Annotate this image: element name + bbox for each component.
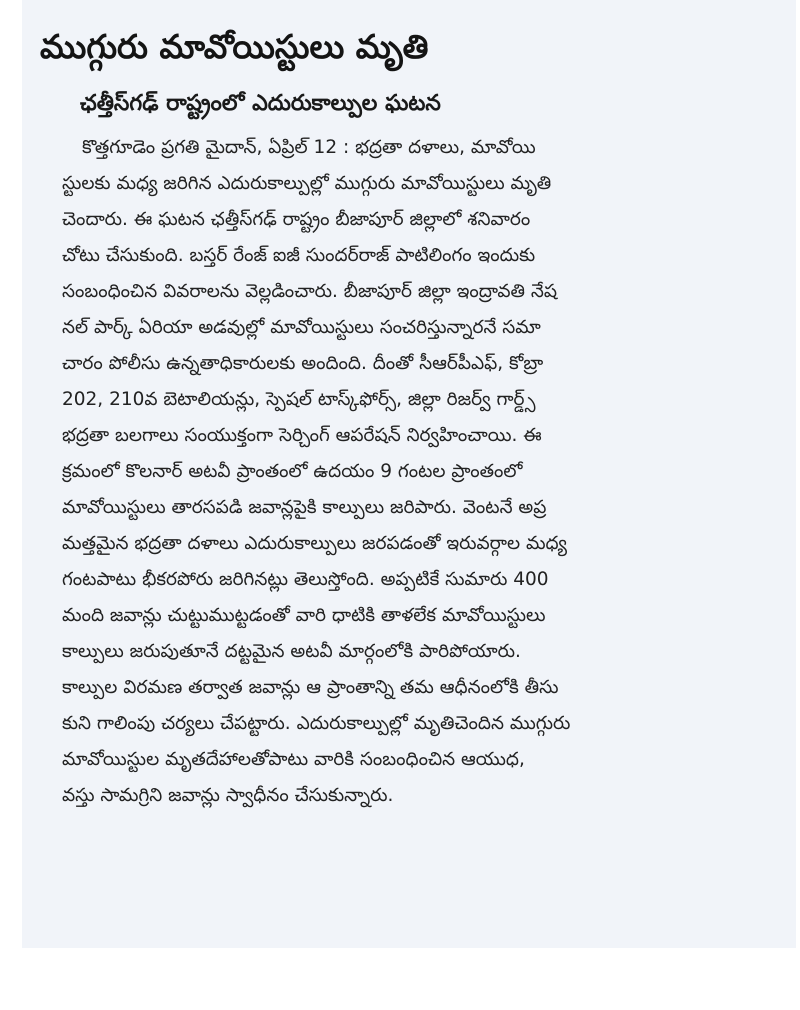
article-line: కుని గాలింపు చర్యలు చేపట్టారు. ఎదురుకాల్పుల్లో మృతిచెందిన ముగ్గురు <box>62 713 571 734</box>
subheadline: ఛత్తీస్‌గఢ్ రాష్ట్రంలో ఎదురుకాల్పుల ఘటన <box>80 91 441 116</box>
article-line: కాల్పుల విరమణ తర్వాత జవాన్లు ఆ ప్రాంతాన్ని తమ ఆధీనంలోకి తీసు <box>62 677 559 698</box>
article-body <box>62 130 780 814</box>
article-line: మత్తమైన భద్రతా దళాలు ఎదురుకాల్పులు జరపడంతో ఇరువర్గాల మధ్య <box>62 533 567 554</box>
article-line: భద్రతా బలగాలు సంయుక్తంగా సెర్చింగ్ ఆపరేషన్ నిర్వహించాయి. ఈ <box>62 425 542 446</box>
article-line: నల్ పార్క్ ఏరియా అడవుల్లో మావోయిస్టులు సంచరిస్తున్నారనే సమా <box>62 317 541 338</box>
headline: ముగ్గురు మావోయిస్టులు మృతి <box>40 27 429 66</box>
article-line: కొత్తగూడెం ప్రగతి మైదాన్, ఏప్రిల్ 12 : భద్రతా దళాలు, మావోయి <box>82 137 536 158</box>
article-line: సంబంధించిన వివరాలను వెల్లడించారు. బీజాపూర్ జిల్లా ఇంద్రావతి నేష <box>62 281 558 302</box>
article-line: 202, 210వ బెటాలియన్లు, స్పెషల్ టాస్క్‌ఫోర్స్, జిల్లా రిజర్వ్ గార్డ్స్ <box>62 389 536 410</box>
article-line: స్టులకు మధ్య జరిగిన ఎదురుకాల్పుల్లో ముగ్గురు మావోయిస్టులు మృతి <box>62 173 552 194</box>
article-line: కాల్పులు జరుపుతూనే దట్టమైన అటవీ మార్గంలోకి పారిపోయారు. <box>62 641 521 662</box>
article-line: మంది జవాన్లు చుట్టుముట్టడంతో వారి ధాటికి తాళలేక మావోయిస్టులు <box>62 605 546 626</box>
article-line: చారం పోలీసు ఉన్నతాధికారులకు అందింది. దీంతో సీఆర్‌పీఎఫ్, కోబ్రా <box>62 353 544 374</box>
article-line: వస్తు సామగ్రిని జవాన్లు స్వాధీనం చేసుకున్నారు. <box>62 785 394 806</box>
article-line: గంటపాటు భీకరపోరు జరిగినట్లు తెలుస్తోంది. అప్పటికే సుమారు 400 <box>62 569 549 590</box>
article-line: చోటు చేసుకుంది. బస్తర్ రేంజ్ ఐజీ సుందర్‌రాజ్ పాటిలింగం ఇందుకు <box>62 245 536 266</box>
article-line: మావోయిస్టుల మృతదేహాలతోపాటు వారికి సంబంధించిన ఆయుధ, <box>62 749 525 770</box>
article-line: క్రమంలో కొలనార్ అటవీ ప్రాంతంలో ఉదయం 9 గంటల ప్రాంతంలో <box>62 461 523 482</box>
article-line: చెందారు. ఈ ఘటన ఛత్తీస్‌గఢ్ రాష్ట్రం బీజాపూర్ జిల్లాలో శనివారం <box>62 209 531 230</box>
article-line: మావోయిస్టులు తారసపడి జవాన్లపైకి కాల్పులు జరిపారు. వెంటనే అప్ర <box>62 497 547 518</box>
